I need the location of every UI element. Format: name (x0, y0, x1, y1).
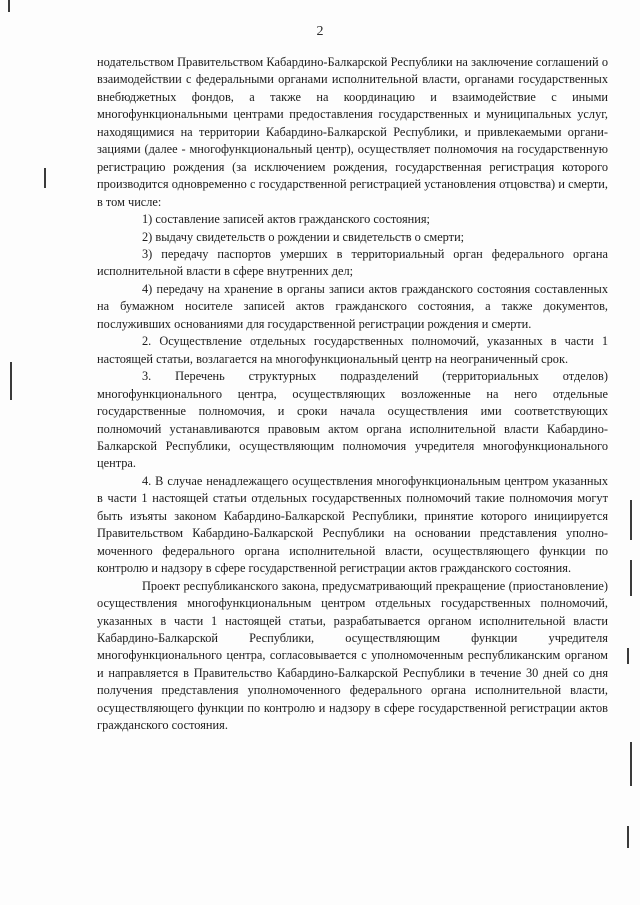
scan-mark-right-5 (627, 826, 629, 848)
scan-mark-left-2 (10, 362, 12, 400)
scan-mark-right-2 (630, 560, 632, 596)
paragraph-draft-law: Проект республиканского закона, предусматривающий прекращение (приостановление) осуществления многофункциональным центром отдельных государственных полномочий, указанных в части 1 настоящей статьи, разрабатывается органом исполнительной власти Кабардино-Балкарской Республики, осуществляющим функции учредителя многофункционального центра, согласовывается с уполномоченным республиканским органом и направляется в Правительство Кабардино-Балкарской Республики в течение 30 дней со дня получения представления уполномоченного федерального органа исполнительной власти, осуществляющего функции по контролю и надзору в сфере государственной регистрации актов гражданского состояния. (97, 578, 608, 733)
scan-mark-right-4 (630, 742, 632, 786)
list-item-1: 1) составление записей актов гражданского состояния; (142, 212, 430, 227)
list-item-4: 4) передачу на хранение в органы записи актов гражданского состояния составленных на бумажном носителе записей актов гражданского состояния, а также документов, послуживших основаниями для государственной регистрации рождения и смерти. (97, 281, 608, 331)
paragraph-continuation: нодательством Правительством Кабардино-Балкарской Республики на заключение соглашений о взаимодействии с федеральными органами исполнительной власти, органами государственных внебюджетных фондов, а также на координацию и взаимодействие с иными многофункциональными центрами предоставления государственных и муниципальных услуг, находящимися на территории Кабардино-Балкарской Республики, и привлекаемыми организациями (далее - многофункциональный центр), осуществляет полномочия на государственную регистрацию рождения (за исключением рождения, государственная регистрация которого производится одновременно с государственной регистрацией установления отцовства) и смерти, в том числе: (97, 55, 608, 209)
list-item-3: 3) передачу паспортов умерших в территориальный орган федерального органа исполнительной власти в сфере внутренних дел; (97, 246, 608, 279)
clause-3: 3. Перечень структурных подразделений (территориальных отделов) многофункционального центра, осуществляющих возложенные на него отдельные государственные полномочия, и сроки начала осуществления ими соответствующих полномочий устанавливаются правовым актом органа исполнительной власти Кабардино-Балкарской Республики, осуществляющим полномочия учредителя многофункционального центра. (97, 369, 608, 471)
list-item-2: 2) выдачу свидетельств о рождении и свидетельств о смерти; (142, 229, 465, 244)
page-number: 2 (316, 24, 324, 39)
document-body (97, 54, 608, 735)
scan-mark-top-left (8, 0, 10, 12)
scan-mark-left-1 (44, 168, 46, 188)
scan-mark-right-1 (630, 500, 632, 540)
clause-2: 2. Осуществление отдельных государственных полномочий, указанных в части 1 настоящей статьи, возлагается на многофункциональный центр на неограниченный срок. (97, 334, 608, 366)
scan-mark-right-3 (627, 648, 629, 664)
clause-4: 4. В случае ненадлежащего осуществления многофункциональным центром указанных в части 1 настоящей статьи отдельных государственных полномочий такие полномочия могут быть изъяты законом Кабардино-Балкарской Республики, принятие которого инициируется Правительством Кабардино-Балкарской Республики на основании представления уполномоченного федерального органа исполнительной власти, осуществляющего функции по контролю и надзору в сфере государственной регистрации актов гражданского состояния. (97, 473, 608, 576)
